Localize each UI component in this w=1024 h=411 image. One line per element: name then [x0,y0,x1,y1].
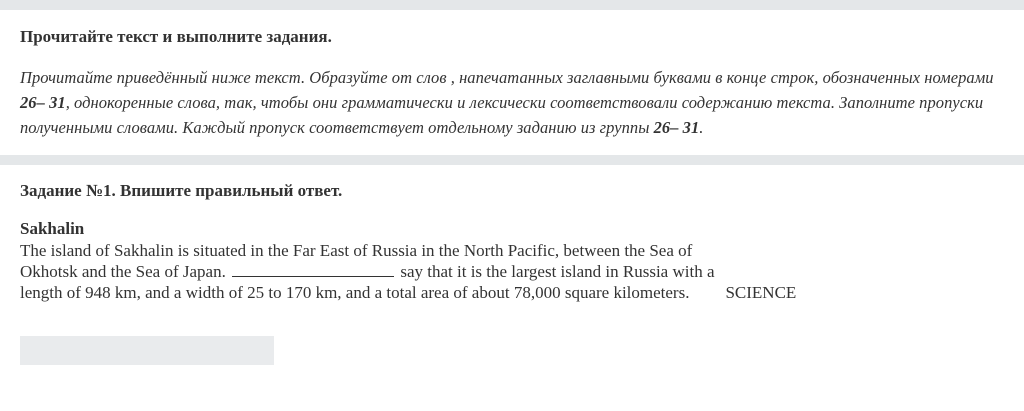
answer-input[interactable] [20,336,274,365]
instructions-title: Прочитайте текст и выполните задания. [20,27,332,46]
instructions-block [20,26,1010,140]
blank-gap [232,261,394,277]
keyword-label: SCIENCE [725,283,797,302]
task-range-b: 26– 31 [653,118,700,137]
section-divider [0,155,1024,165]
text-line-2-start: Okhotsk and the Sea of Japan. [20,262,231,281]
instructions-text-part2: , однокоренные слова, так, чтобы они грамматически и лексически соответствовали содержанию текста. Заполните пропуски полученными словами. Каждый пропуск соответствует отдельному заданию из группы [20,93,984,137]
text-body [20,240,1010,303]
task-range-a: 26– 31 [20,93,66,112]
task-title: Задание №1. Впишите правильный ответ. [20,181,343,200]
text-line-3 [20,282,1010,303]
task-block [20,180,1010,303]
text-title: Sakhalin [20,219,85,238]
text-line-3-content: length of 948 km, and a width of 25 to 170 km, and a total area of about 78,000 square kilometers. [20,283,690,302]
top-divider [0,0,1024,10]
instructions-text [20,65,1010,140]
text-line-2 [20,261,1010,282]
instructions-text-part3: . [699,118,704,137]
text-line-2-end: say that it is the largest island in Russia with a [396,262,715,281]
instructions-text-part1: Прочитайте приведённый ниже текст. Образуйте от слов , напечатанных заглавными буквами в конце строк, обозначенных номерами [20,68,994,87]
text-line-1: The island of Sakhalin is situated in the Far East of Russia in the North Pacific, between the Sea of [20,241,693,260]
